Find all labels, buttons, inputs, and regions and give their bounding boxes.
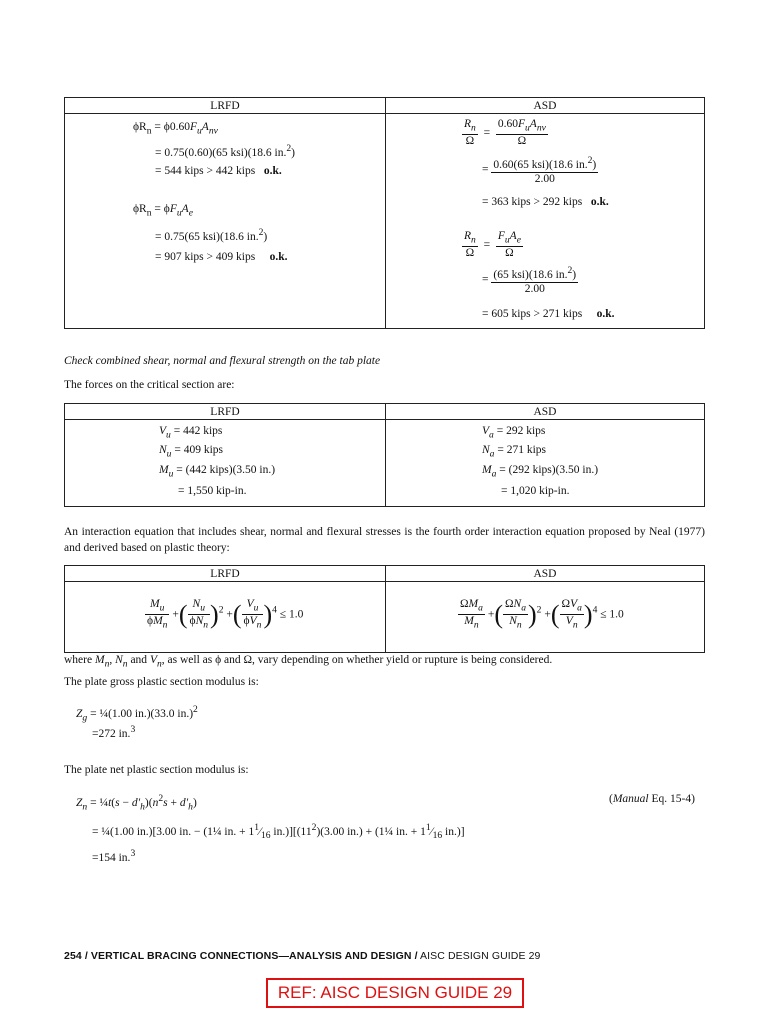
- reference-box: REF: AISC DESIGN GUIDE 29: [266, 978, 524, 1008]
- equation: = 0.75(65 ksi)(18.6 in.$^2$): [155, 227, 268, 243]
- interaction-table: [64, 565, 705, 653]
- force-line: = 1,020 kip-in.: [501, 485, 570, 497]
- force-line: = 1,550 kip-in.: [178, 485, 247, 497]
- interaction-equation: $\frac{M_u}{\phi M_n}$ +( $\frac{N_u}{\phi N_n}$ )$^2$ +( $\frac{V_u}{\phi V_n}$ )$^4$ ≤ 1.0: [147, 598, 304, 631]
- equation: $Z_n$ = ¼t(s − $d'_h)(n^2s + d'_h)$: [76, 793, 197, 813]
- equation: $\frac{R_n}{\Omega}$ = $\frac{F_uA_e}{\Omega}$: [464, 230, 521, 260]
- section-heading: Check combined shear, normal and flexural strength on the tab plate: [64, 355, 381, 367]
- ok-label: o.k.: [590, 196, 609, 208]
- paragraph: The plate gross plastic section modulus is:: [64, 676, 259, 688]
- equation: = $\frac{(65 ksi)(18.6 in.^2)}{2.00}$: [482, 265, 577, 295]
- asd-cell: [386, 582, 705, 653]
- equation: $\frac{R_n}{\Omega}$ = $\frac{0.60F_uA_{nv}}{\Omega}$: [464, 118, 546, 148]
- force-line: $N_u = 409$ kips: [159, 444, 223, 460]
- interaction-equation: $\frac{\Omega M_a}{M_n}$ +( $\frac{\Omega N_a}{N_n}$ )$^2$ +( $\frac{\Omega V_a}{V_n}$ )$^4$ ≤ 1.0: [460, 598, 624, 631]
- lrfd-header: LRFD: [65, 566, 386, 582]
- equation: = 363 kips > 292 kips o.k.: [482, 196, 609, 208]
- force-line: $M_a = (292$ kips)(3.50 in.): [482, 464, 599, 480]
- equation: = ¼(1.00 in.)[3.00 in. − (1¼ in. + $1^1⁄_{16}$ $in.)][(11^2)(3.00$ in.) + (1¼ in. + $1^1⁄_{16}$ in.)]: [92, 822, 465, 842]
- paragraph: The plate net plastic section modulus is:: [64, 764, 249, 776]
- lrfd-cell: [65, 582, 386, 653]
- lrfd-header: LRFD: [65, 404, 386, 420]
- forces-table: [64, 403, 705, 507]
- lrfd-header: LRFD: [65, 98, 386, 114]
- paragraph: An interaction equation that includes shear, normal and flexural stresses is the fourth order interaction equation proposed by Neal (1977) and derived based on plastic theory:: [64, 526, 705, 554]
- force-line: $V_a = 292$ kips: [482, 425, 546, 441]
- lrfd-cell: [65, 114, 386, 329]
- page-number: 254: [64, 950, 82, 962]
- equation: $\phi R_n = \phi F_uA_e$: [133, 203, 193, 219]
- equation: = 605 kips > 271 kips o.k.: [482, 308, 615, 320]
- equation: = $\frac{0.60(65 ksi)(18.6 in.^2)}{2.00}$: [482, 155, 597, 185]
- equation: = 544 kips > 442 kips o.k.: [155, 165, 282, 177]
- paragraph: where $M_n$, $N_n$ and $V_n$, as well as ϕ and Ω, vary depending on whether yield or rupture is being considered.: [64, 654, 553, 670]
- rupture-strength-table: [64, 97, 705, 329]
- equation: = 907 kips > 409 kips o.k.: [155, 251, 288, 263]
- footer-title: VERTICAL BRACING CONNECTIONS—ANALYSIS AND DESIGN: [90, 950, 412, 962]
- footer-guide: AISC DESIGN GUIDE 29: [420, 950, 541, 962]
- paragraph: The forces on the critical section are:: [64, 379, 235, 391]
- equation: =272 in.$^3$: [92, 724, 136, 740]
- asd-header: ASD: [386, 566, 705, 582]
- equation: =154 in.$^3$: [92, 848, 136, 864]
- ok-label: o.k.: [263, 165, 282, 177]
- ok-label: o.k.: [269, 251, 288, 263]
- lrfd-cell: [65, 420, 386, 507]
- force-line: $M_u = (442$ kips)(3.50 in.): [159, 464, 276, 480]
- asd-cell: [386, 420, 705, 507]
- equation-reference: (Manual Eq. 15-4): [609, 793, 695, 805]
- equation: $\phi R_n = \phi 0.60F_uA_{nv}$: [133, 121, 218, 137]
- page-footer: 254 / VERTICAL BRACING CONNECTIONS—ANALYSIS AND DESIGN / AISC DESIGN GUIDE 29: [64, 950, 541, 962]
- ok-label: o.k.: [596, 308, 615, 320]
- asd-header: ASD: [386, 404, 705, 420]
- asd-cell: [386, 114, 705, 329]
- force-line: $V_u = 442$ kips: [159, 425, 223, 441]
- equation: = 0.75(0.60)(65 ksi)(18.6 in.$^2$): [155, 143, 296, 159]
- equation: $Z_g$ = ¼(1.00 in.)(33.0 in.)$^2$: [76, 704, 198, 724]
- asd-header: ASD: [386, 98, 705, 114]
- force-line: $N_a = 271$ kips: [482, 444, 546, 460]
